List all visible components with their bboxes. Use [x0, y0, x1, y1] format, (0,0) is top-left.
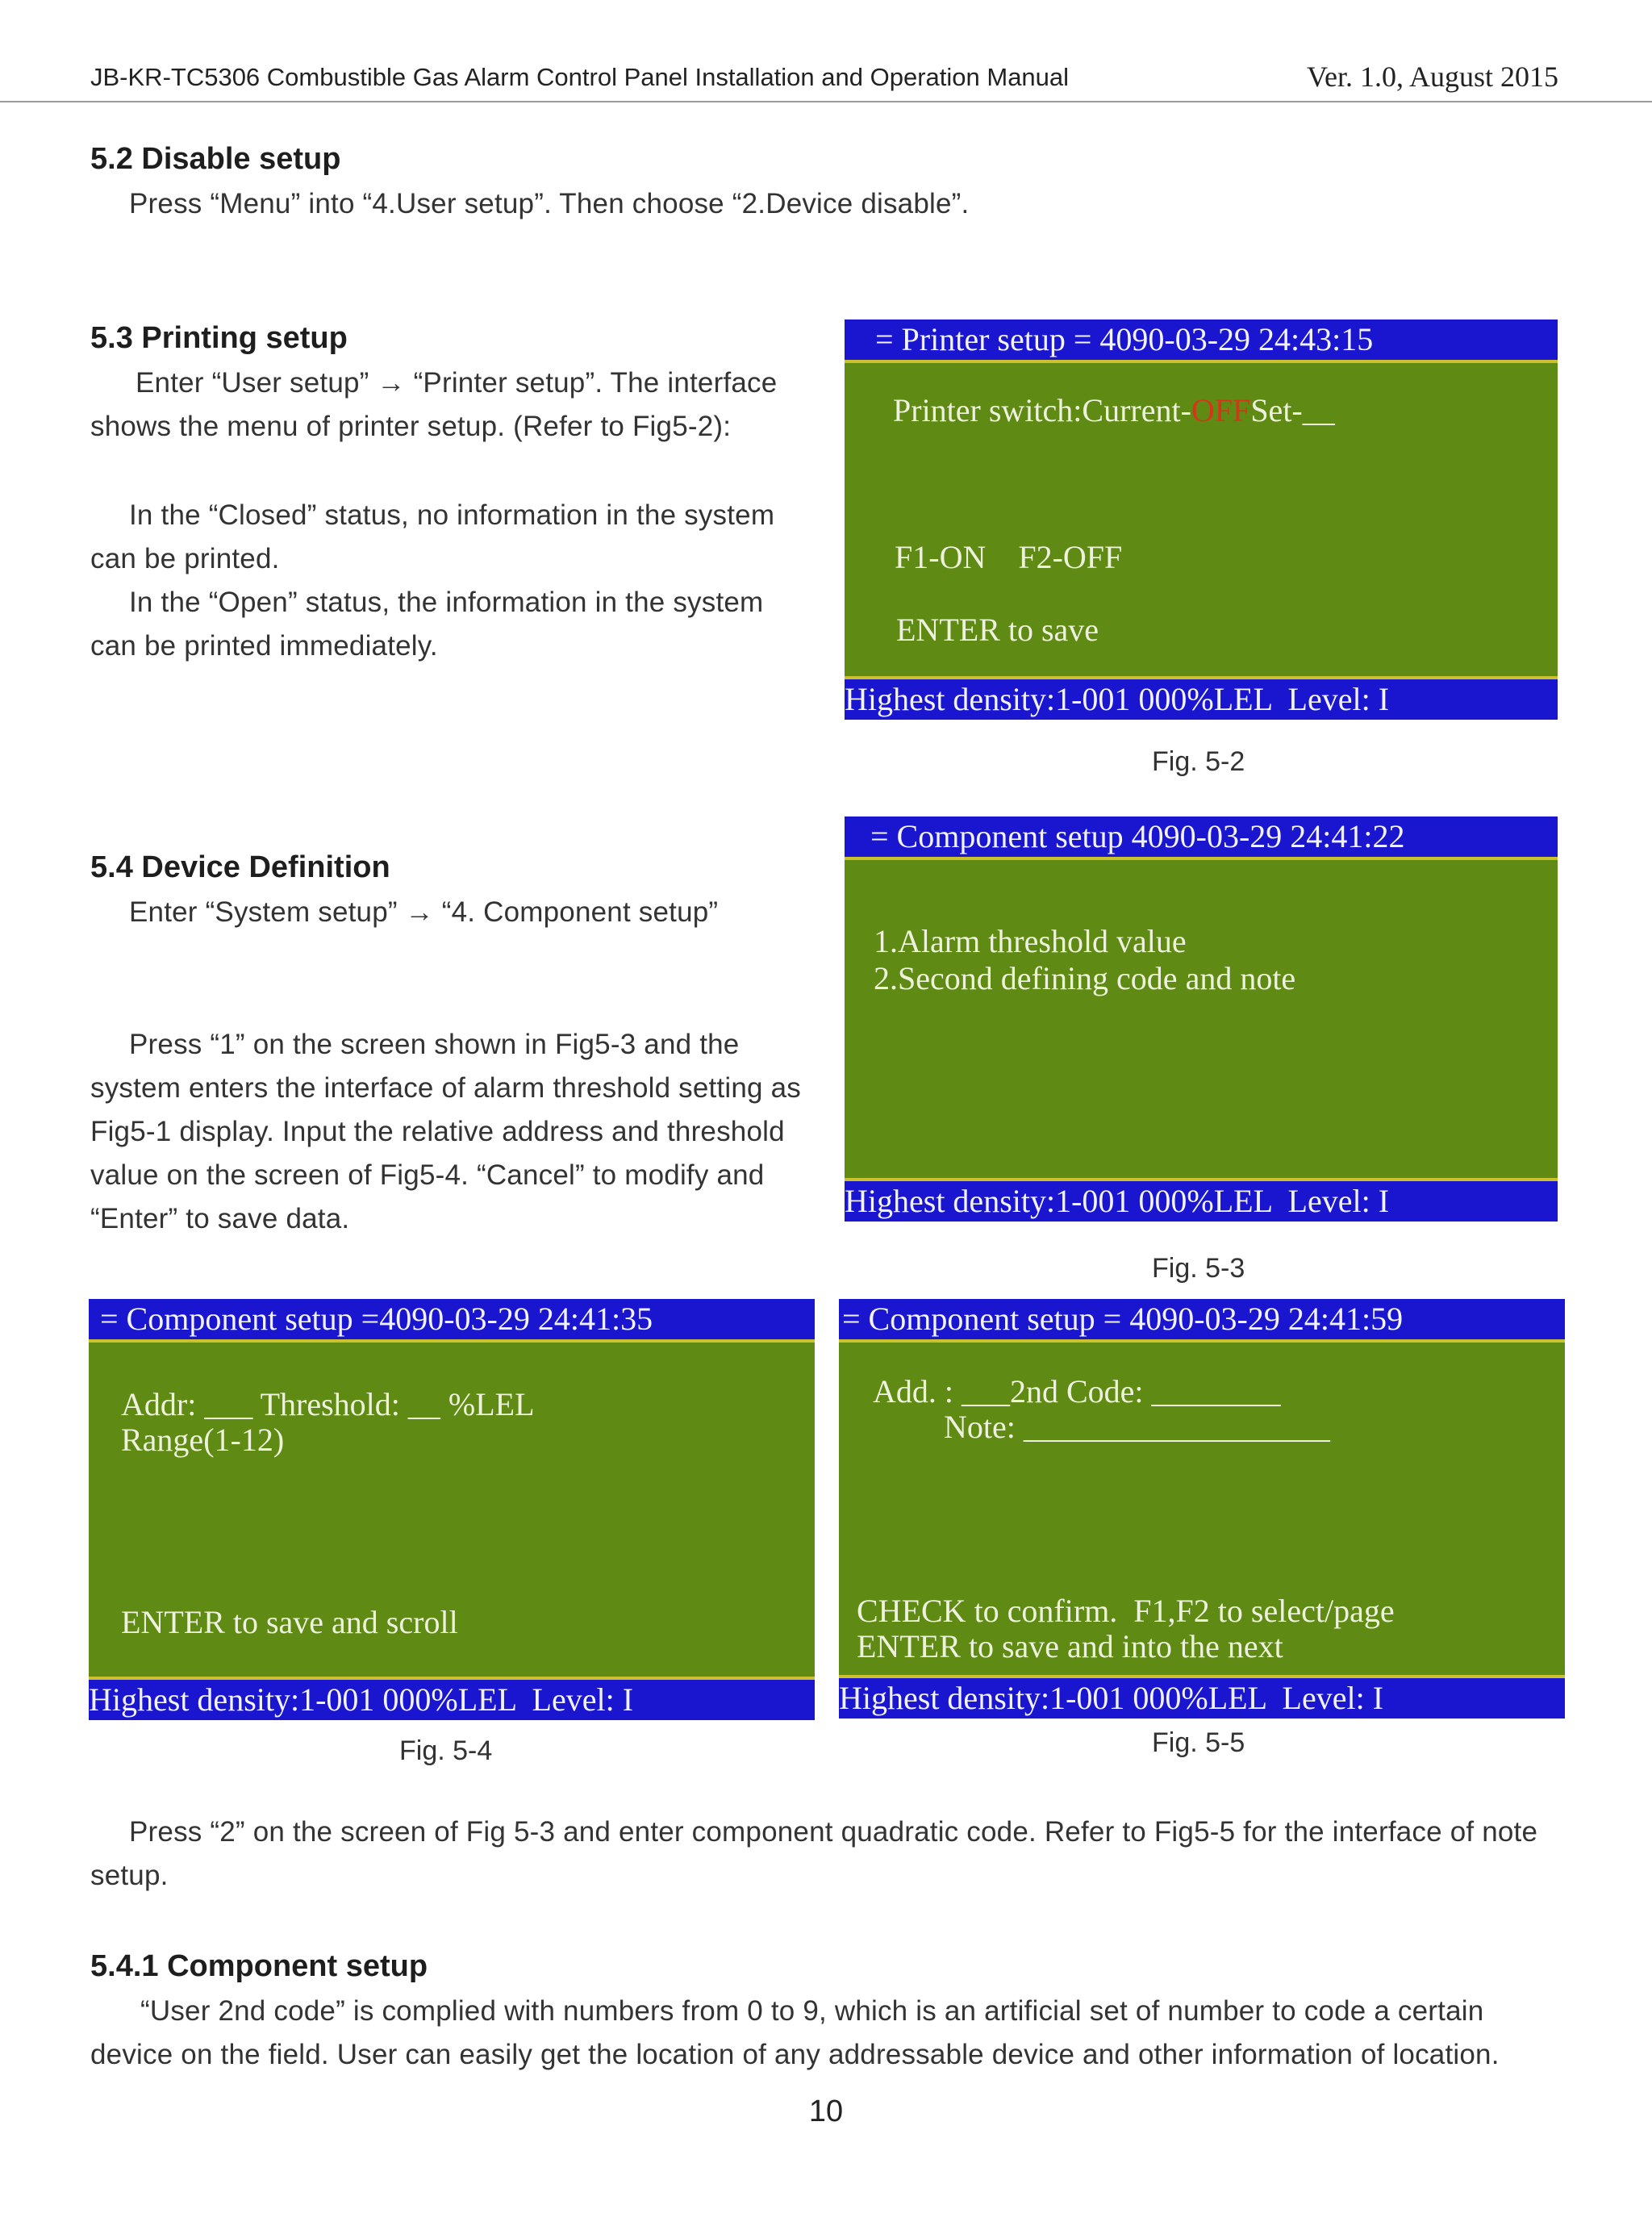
printer-switch-label: Printer switch:Current-	[893, 392, 1191, 428]
printer-switch-set: Set-__	[1250, 392, 1335, 428]
lcd-title-bar: = Component setup 4090-03-29 24:41:22	[845, 816, 1558, 860]
text-line: “User 2nd code” is complied with numbers from 0 to 9, which is an artificial set of number to code a certain	[140, 1995, 1484, 2027]
document-header-title: JB-KR-TC5306 Combustible Gas Alarm Control Panel Installation and Operation Manual	[90, 63, 1070, 91]
lcd-title-bar: = Component setup =4090-03-29 24:41:35	[89, 1299, 815, 1343]
section-heading-5-2: 5.2 Disable setup	[90, 142, 341, 176]
lcd-status-bar: Highest density:1-001 000%LEL Level: I	[89, 1677, 815, 1720]
note-line: Note: ___________________	[944, 1409, 1330, 1445]
fig-5-5-second-code-screen	[839, 1299, 1565, 1719]
text-line: can be printed.	[90, 543, 280, 574]
text-line: Press “2” on the screen of Fig 5-3 and enter component quadratic code. Refer to Fig5-5 for the interface of note	[129, 1816, 1538, 1848]
fig-5-3-component-setup-screen	[845, 816, 1558, 1222]
printer-switch-value: OFF	[1191, 392, 1251, 428]
enter-save-scroll-line: ENTER to save and scroll	[121, 1604, 458, 1640]
enter-next-line: ENTER to save and into the next	[857, 1628, 1283, 1664]
lcd-status-bar: Highest density:1-001 000%LEL Level: I	[839, 1675, 1565, 1719]
text-line: value on the screen of Fig5-4. “Cancel” to modify and	[90, 1159, 765, 1191]
header-divider	[0, 101, 1652, 102]
text-line: In the “Closed” status, no information in the system	[129, 499, 775, 531]
text-line: In the “Open” status, the information in the system	[129, 587, 764, 618]
section-5-4-paragraph-1	[129, 891, 718, 934]
address-code-line: Add. : ___2nd Code: ________	[873, 1373, 1281, 1410]
document-version: Ver. 1.0, August 2015	[1306, 61, 1558, 93]
fig-5-4-threshold-screen	[89, 1299, 815, 1720]
menu-item-alarm-threshold: 1.Alarm threshold value	[874, 923, 1187, 959]
text-line: can be printed immediately.	[90, 630, 438, 662]
figure-caption-5-3: Fig. 5-3	[1152, 1253, 1245, 1284]
address-threshold-line: Addr: ___ Threshold: __ %LEL	[121, 1386, 535, 1422]
section-heading-5-3: 5.3 Printing setup	[90, 321, 348, 355]
section-5-4-1-paragraph	[90, 1990, 1500, 2077]
fig-5-2-printer-setup-screen	[845, 319, 1558, 720]
text-line: “Enter” to save data.	[90, 1203, 350, 1234]
section-5-4-paragraph-3	[90, 1810, 1537, 1898]
text-line: Press “Menu” into “4.User setup”. Then choose “2.Device disable”.	[129, 188, 970, 219]
range-line: Range(1-12)	[121, 1422, 285, 1458]
lcd-title-bar: = Printer setup = 4090-03-29 24:43:15	[845, 319, 1558, 363]
text-line: setup.	[90, 1860, 169, 1891]
figure-caption-5-2: Fig. 5-2	[1152, 746, 1245, 777]
text-line: Press “1” on the screen shown in Fig5-3 and the	[129, 1029, 740, 1060]
text-line: Enter “System setup” → “4. Component setup”	[129, 896, 719, 928]
lcd-status-bar: Highest density:1-001 000%LEL Level: I	[845, 676, 1558, 720]
enter-save-line: ENTER to save	[896, 612, 1099, 648]
text-line: shows the menu of printer setup. (Refer to Fig5-2):	[90, 411, 732, 442]
section-5-3-paragraph-1	[90, 361, 777, 449]
check-confirm-line: CHECK to confirm. F1,F2 to select/page	[857, 1593, 1395, 1629]
lcd-title-bar: = Component setup = 4090-03-29 24:41:59	[839, 1299, 1565, 1343]
section-5-2-text	[129, 182, 969, 226]
text-line: device on the field. User can easily get the location of any addressable device and other information of location.	[90, 2039, 1500, 2070]
printer-switch-line	[893, 392, 1335, 429]
text-line: Fig5-1 display. Input the relative address and threshold	[90, 1116, 785, 1147]
text-line: Enter “User setup” → “Printer setup”. The interface	[136, 367, 778, 399]
figure-caption-5-4: Fig. 5-4	[399, 1735, 493, 1766]
section-heading-5-4-1: 5.4.1 Component setup	[90, 1949, 428, 1983]
section-5-4-paragraph-2	[90, 1023, 801, 1241]
section-heading-5-4: 5.4 Device Definition	[90, 850, 390, 884]
lcd-status-bar: Highest density:1-001 000%LEL Level: I	[845, 1178, 1558, 1222]
page-number: 10	[808, 2094, 844, 2128]
figure-caption-5-5: Fig. 5-5	[1152, 1727, 1245, 1758]
section-5-3-paragraph-2	[90, 494, 774, 668]
menu-item-second-code: 2.Second defining code and note	[874, 960, 1296, 996]
function-keys-line: F1-ON F2-OFF	[895, 539, 1123, 575]
text-line: system enters the interface of alarm threshold setting as	[90, 1072, 801, 1104]
